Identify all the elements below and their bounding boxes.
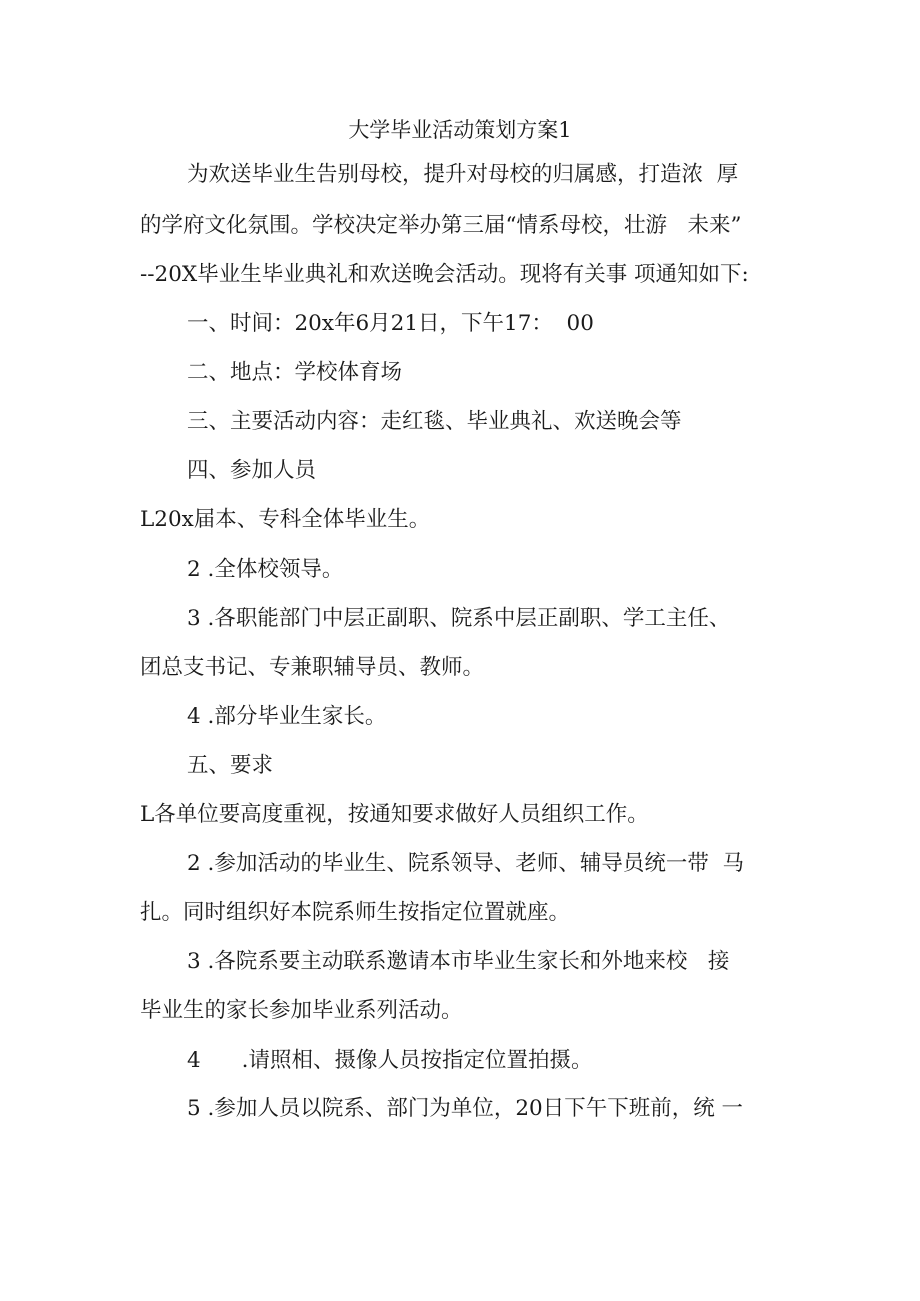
paragraph-line: --20X毕业生毕业典礼和欢送晚会活动。现将有关事 项通知如下:: [140, 262, 749, 287]
paragraph-line: 三、主要活动内容：走红毯、毕业典礼、欢送晚会等: [187, 409, 682, 434]
paragraph-line: 一、时间：20x年6月21日，下午17： 00: [187, 311, 594, 336]
paragraph-line: 2 .参加活动的毕业生、院系领导、老师、辅导员统一带 马: [187, 851, 745, 876]
paragraph-line: 5 .参加人员以院系、部门为单位，20日下午下班前，统 一: [187, 1096, 744, 1121]
paragraph-line: 扎。同时组织好本院系师生按指定位置就座。: [140, 900, 571, 925]
document-title: 大学毕业活动策划方案1: [348, 118, 572, 142]
paragraph-line: 团总支书记、专兼职辅导员、教师。: [140, 655, 485, 680]
paragraph-line: 毕业生的家长参加毕业系列活动。: [140, 998, 463, 1023]
paragraph-line: L各单位要高度重视，按通知要求做好人员组织工作。: [140, 802, 649, 827]
paragraph-line: 3 .各职能部门中层正副职、院系中层正副职、学工主任、: [187, 606, 731, 631]
paragraph-line: 3 .各院系要主动联系邀请本市毕业生家长和外地来校 接: [187, 949, 730, 974]
paragraph-line: 4 .部分毕业生家长。: [187, 704, 387, 729]
paragraph-line: 二、地点：学校体育场: [187, 360, 403, 385]
paragraph-line: L20x届本、专科全体毕业生。: [140, 507, 431, 532]
paragraph-line: 四、参加人员: [187, 458, 317, 483]
paragraph-line: 4 .请照相、摄像人员按指定位置拍摄。: [187, 1048, 593, 1073]
paragraph-line: 2 .全体校领导。: [187, 557, 344, 582]
paragraph-line: 为欢送毕业生告别母校，提升对母校的归属感，打造浓 厚: [187, 162, 739, 187]
paragraph-line: 的学府文化氛围。学校决定举办第三届“情系母校，壮游 未来”: [140, 213, 742, 238]
paragraph-line: 五、要求: [187, 753, 274, 778]
